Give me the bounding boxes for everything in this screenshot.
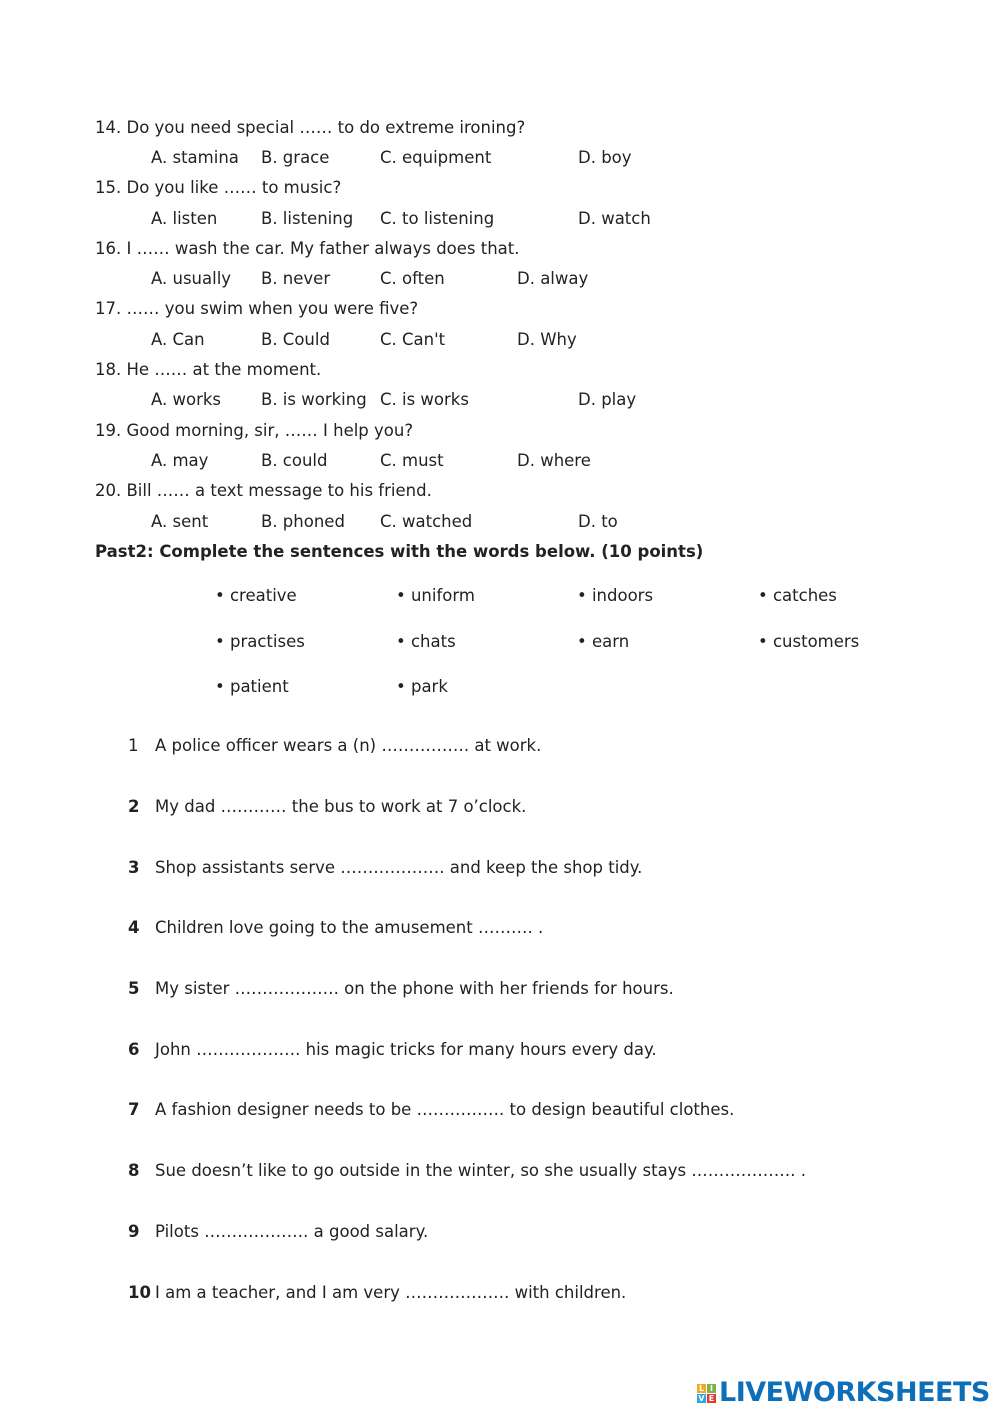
option-a: A. usually <box>151 269 232 288</box>
word-bank-item: • practises <box>215 632 305 651</box>
option-d: D. alway <box>517 269 589 288</box>
sentence-text: Pilots ………………. a good salary. <box>155 1222 429 1241</box>
sentence-number: 9 <box>128 1222 140 1241</box>
option-c: C. must <box>380 451 444 470</box>
sentence-text: My dad ………… the bus to work at 7 o’clock. <box>155 797 527 816</box>
logo-mark-v: V <box>698 1393 705 1403</box>
option-d: D. watch <box>578 209 651 228</box>
option-c: C. Can't <box>380 330 446 349</box>
sentence-number: 5 <box>128 979 140 998</box>
sentence-text: My sister ………………. on the phone with her friends for hours. <box>155 979 674 998</box>
question-text: 15. Do you like …… to music? <box>95 178 342 197</box>
option-c: C. equipment <box>380 148 492 167</box>
sentence-number: 3 <box>128 858 140 877</box>
question-text: 19. Good morning, sir, …… I help you? <box>95 421 414 440</box>
sentence-number: 2 <box>128 797 140 816</box>
question-text: 16. I …… wash the car. My father always does that. <box>95 239 520 258</box>
option-d: D. play <box>578 390 637 409</box>
word-bank-item: • catches <box>758 586 837 605</box>
sentence-text: Shop assistants serve ………………. and keep the shop tidy. <box>155 858 643 877</box>
logo-mark-icon <box>697 1384 716 1403</box>
sentence-number: 7 <box>128 1100 140 1119</box>
option-b: B. could <box>261 451 328 470</box>
option-b: B. grace <box>261 148 330 167</box>
sentence-number: 6 <box>128 1040 140 1059</box>
option-d: D. Why <box>517 330 577 349</box>
logo-mark-e: E <box>708 1393 715 1403</box>
sentence-text: Sue doesn’t like to go outside in the winter, so she usually stays ………………. . <box>155 1161 807 1180</box>
sentence-text: I am a teacher, and I am very ………………. with children. <box>155 1283 627 1302</box>
option-d: D. to <box>578 512 618 531</box>
option-a: A. stamina <box>151 148 239 167</box>
logo-mark-i: I <box>707 1384 716 1393</box>
option-b: B. is working <box>261 390 367 409</box>
sentence-number: 4 <box>128 918 140 937</box>
word-bank-item: • indoors <box>577 586 654 605</box>
sentence-text: John ………………. his magic tricks for many hours every day. <box>155 1040 657 1059</box>
word-bank-item: • patient <box>215 677 289 696</box>
word-bank-item: • customers <box>758 632 860 651</box>
option-c: C. watched <box>380 512 473 531</box>
option-b: B. Could <box>261 330 330 349</box>
part2-title: Past2: Complete the sentences with the words below. (10 points) <box>95 542 704 561</box>
option-c: C. often <box>380 269 445 288</box>
word-bank-item: • chats <box>396 632 456 651</box>
sentence-number: 1 <box>128 736 139 755</box>
word-bank-item: • park <box>396 677 448 696</box>
word-bank-item: • earn <box>577 632 630 651</box>
sentence-text: Children love going to the amusement ………. . <box>155 918 544 937</box>
logo-text: LIVEWORKSHEETS <box>719 1377 990 1408</box>
option-a: A. works <box>151 390 222 409</box>
word-bank-item: • uniform <box>396 586 475 605</box>
sentence-text: A police officer wears a (n) ……………. at work. <box>155 736 542 755</box>
question-text: 14. Do you need special …… to do extreme ironing? <box>95 118 526 137</box>
option-a: A. Can <box>151 330 205 349</box>
option-d: D. where <box>517 451 591 470</box>
option-c: C. is works <box>380 390 469 409</box>
word-bank-item: • creative <box>215 586 297 605</box>
option-a: A. listen <box>151 209 218 228</box>
option-c: C. to listening <box>380 209 495 228</box>
sentence-text: A fashion designer needs to be ……………. to design beautiful clothes. <box>155 1100 735 1119</box>
option-d: D. boy <box>578 148 632 167</box>
option-a: A. may <box>151 451 209 470</box>
liveworksheets-logo[interactable] <box>697 1378 990 1408</box>
question-text: 20. Bill …… a text message to his friend. <box>95 481 432 500</box>
question-text: 17. …… you swim when you were five? <box>95 299 419 318</box>
option-b: B. phoned <box>261 512 345 531</box>
question-text: 18. He …… at the moment. <box>95 360 322 379</box>
sentence-number: 10 <box>128 1283 151 1302</box>
option-b: B. listening <box>261 209 354 228</box>
option-a: A. sent <box>151 512 209 531</box>
option-b: B. never <box>261 269 331 288</box>
logo-mark-l: L <box>698 1383 705 1393</box>
sentence-number: 8 <box>128 1161 140 1180</box>
